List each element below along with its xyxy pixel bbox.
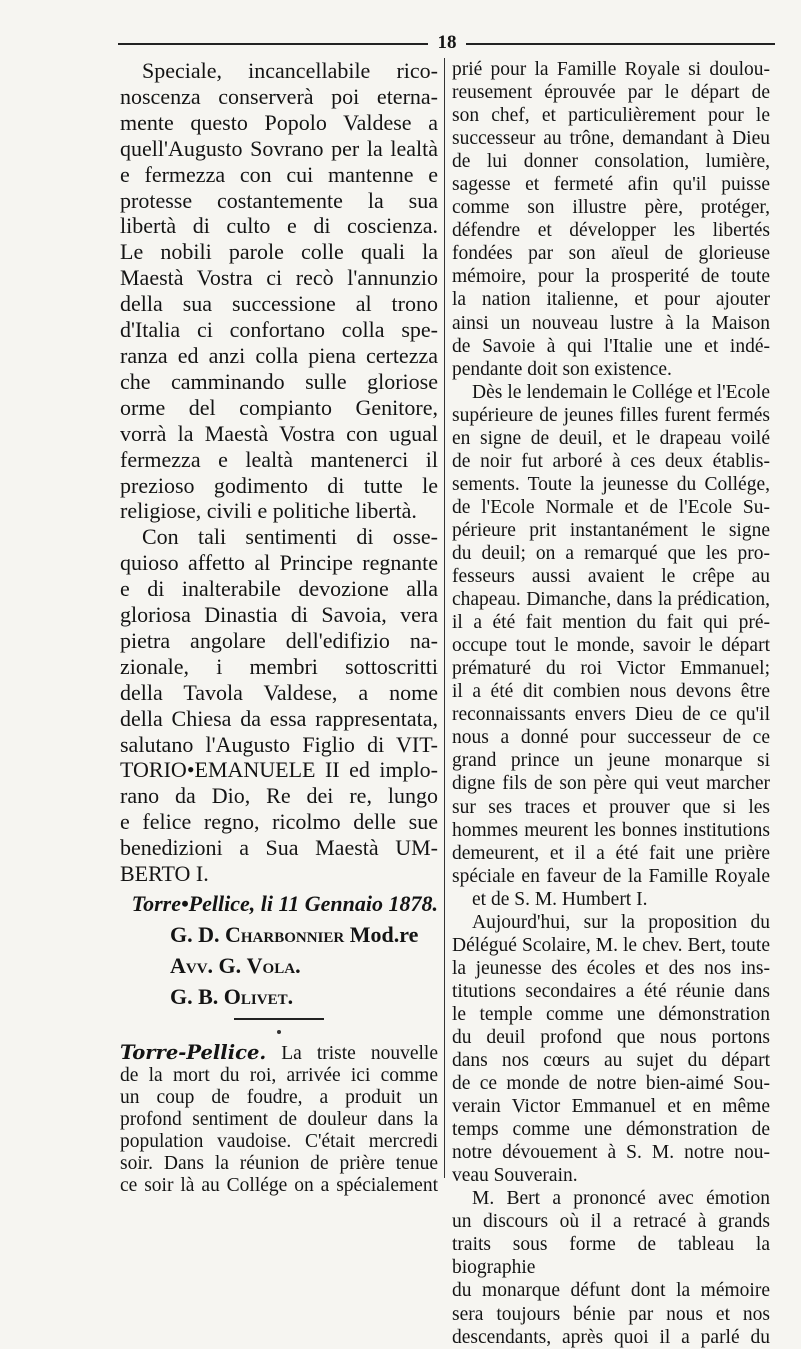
text-line: M. Bert a prononcé avec émotion <box>472 1188 770 1210</box>
news-text: La triste nouvelle <box>281 1042 439 1064</box>
news-lead: Torre-Pellice. <box>120 1040 267 1064</box>
text-line <box>120 1042 438 1065</box>
signatures <box>120 919 438 1012</box>
text-line: de la mort du roi, arrivée ici comme <box>120 1064 438 1086</box>
text-line: la jeunesse des écoles et des nos ins- <box>452 957 770 979</box>
page-header <box>118 32 775 54</box>
text-line: un discours où il a retracé à grands <box>452 1211 770 1233</box>
text-line: mente questo Popolo Valdese a <box>120 109 438 135</box>
text-line: d'Italia ci confortano colla spe- <box>120 317 438 343</box>
text-line: titutions secondaires a été réunie dans <box>452 980 770 1002</box>
text-line: salutano l'Augusto Figlio di VIT- <box>120 731 438 757</box>
text-line: quioso affetto al Principe regnante <box>120 550 438 576</box>
text-line: traits sous forme de tableau la biographie <box>452 1234 770 1279</box>
text-line: fesseurs aussi avaient le crêpe au <box>452 566 770 588</box>
text-line: TORIO•EMANUELE II ed implo- <box>120 757 438 783</box>
text-line: et de S. M. Humbert I. <box>472 888 648 910</box>
text-line: ce soir là au Collége on a spécialement <box>120 1174 438 1196</box>
address-paragraph-1 <box>120 58 438 524</box>
left-column <box>120 58 438 1197</box>
text-line: un coup de foudre, a produit un <box>120 1086 438 1108</box>
text-line: verain Victor Emmanuel et en même <box>452 1096 770 1118</box>
text-line: Maestà Vostra ci recò l'annunzio <box>120 265 438 291</box>
text-line: de ce monde de notre bien-aimé Sou- <box>452 1073 770 1095</box>
text-line: della Tavola Valdese, a nome <box>120 679 438 705</box>
text-line: défendre et développer les libertés <box>452 220 770 242</box>
text-line: chapeau. Dimanche, dans la prédication, <box>452 589 770 611</box>
text-line: rano da Dio, Re dei re, lungo <box>120 783 438 809</box>
text-line: en signe de deuil, et le drapeau voilé <box>452 427 770 449</box>
text-line: de lui donner consolation, lumière, <box>452 151 770 173</box>
address-paragraph-2 <box>120 524 438 887</box>
header-rule-left <box>118 43 428 45</box>
text-line: gloriosa Dinastia di Savoia, vera <box>120 602 438 628</box>
text-line: nous a donné pour successeur de ce <box>452 727 770 749</box>
news-paragraph-1 <box>452 58 770 381</box>
text-line: descendants, après quoi il a parlé du <box>452 1326 770 1348</box>
text-line: Speciale, incancellabile rico- <box>142 58 438 83</box>
text-line: della sua successione al trono <box>120 291 438 317</box>
text-line: successeur au trône, demandant à Dieu <box>452 128 770 150</box>
signer-title: Mod.re <box>349 921 419 947</box>
text-line: du deuil; on a remarqué que les pro- <box>452 542 770 564</box>
news-paragraph-4 <box>452 1187 770 1348</box>
signer <box>170 950 438 981</box>
text-line: ranza ed anzi colla piena certezza <box>120 342 438 368</box>
column-divider <box>444 58 445 1178</box>
text-line: e fermezza con cui mantenne e <box>120 161 438 187</box>
text-line: benedizioni a Sua Maestà UM- <box>120 835 438 861</box>
text-line: ainsi un nouveau lustre à la Maison <box>452 312 770 334</box>
text-line: comme son illustre père, protéger, <box>452 197 770 219</box>
right-column <box>452 58 770 1349</box>
text-line: veau Souverain. <box>452 1165 578 1187</box>
text-line: soir. Dans la réunion de prière tenue <box>120 1152 438 1174</box>
text-line: pietra angolare dell'edifizio na- <box>120 627 438 653</box>
text-line: sur ses traces et prouver que si les <box>452 796 770 818</box>
section-separator <box>234 1018 324 1020</box>
text-line: du monarque défunt dont la mémoire <box>452 1280 770 1302</box>
news-paragraph-3 <box>452 911 770 1188</box>
text-line: che camminando sulle gloriose <box>120 368 438 394</box>
text-line: noscenza conserverà poi eterna- <box>120 83 438 109</box>
text-line: périeure prit instantanément le signe <box>452 519 770 541</box>
news-paragraph-2 <box>452 381 770 911</box>
text-line: il a été dit combien nous devons être <box>452 681 770 703</box>
signer-initials: G. D. <box>170 921 220 947</box>
text-line: religiose, civili e politiche libertà. <box>120 498 417 524</box>
text-line: sera toujours bénie par nous et nos <box>452 1303 770 1325</box>
text-line: reusement éprouvée par le départ de <box>452 82 770 104</box>
text-line: della Chiesa da essa rappresentata, <box>120 705 438 731</box>
text-line: Con tali sentimenti di osse- <box>142 524 438 550</box>
text-line: Le nobili parole colle quali la <box>120 239 438 265</box>
text-line: du deuil profond que nous portons <box>452 1026 770 1048</box>
text-line: quell'Augusto Sovrano per la lealtà <box>120 135 438 161</box>
text-line: sagesse et fermeté afin qu'il puisse <box>452 174 770 196</box>
text-line: Délégué Scolaire, M. le chev. Bert, toute <box>452 934 770 956</box>
page-number: 18 <box>437 32 457 53</box>
text-line: Dès le lendemain le Collége et l'Ecole <box>472 381 770 403</box>
text-line: supérieure de jeunes filles furent fermés <box>452 404 770 426</box>
text-line: protesse costantemente la sua <box>120 187 438 213</box>
signer-name: Vola <box>246 952 296 978</box>
text-line: demeurent, et il a été fait une prière <box>452 842 770 864</box>
text-line: de l'Ecole Normale et de l'Ecole Su- <box>452 496 770 518</box>
text-line: Aujourd'hui, sur la proposition du <box>472 911 770 933</box>
text-line: hommes meurent les bonnes institutions <box>452 819 770 841</box>
signer-name: Charbonnier <box>225 921 345 947</box>
text-line: notre dévouement à S. M. notre nou- <box>452 1142 770 1164</box>
signer <box>170 919 438 950</box>
text-line: digne fils de son père qui veut marcher <box>452 773 770 795</box>
text-line: le temple comme une démonstration <box>452 1003 770 1025</box>
text-line: il a été fait mention du fait qui pré- <box>452 612 770 634</box>
text-line: BERTO I. <box>120 861 209 887</box>
dateline: Torre•Pellice, li 11 Gennaio 1878. <box>131 891 438 916</box>
text-line: sements. Toute la jeunesse du Collége, <box>452 473 770 495</box>
text-line: de noir fut arboré à ces deux établis- <box>452 450 770 472</box>
signer-title: . <box>287 983 294 1009</box>
text-line: e felice regno, ricolmo delle sue <box>120 809 438 835</box>
text-line: population vaudoise. C'était mercredi <box>120 1130 438 1152</box>
text-line: prié pour la Famille Royale si doulou- <box>452 59 770 80</box>
signer-initials: Avv. G. <box>170 952 242 978</box>
text-line: dans nos cœurs au sujet du départ <box>452 1050 770 1072</box>
text-line: de Savoie à qui l'Italie une et indé- <box>452 335 770 357</box>
text-line: fermezza e lealtà mantenerci il <box>120 446 438 472</box>
text-line: reconnaissants envers Dieu de ce qu'il <box>452 704 770 726</box>
text-line: spéciale en faveur de la Famille Royale <box>452 865 770 887</box>
text-line: libertà di culto e di coscienza. <box>120 213 438 239</box>
text-line: son chef, et particulièrement pour le <box>452 105 770 127</box>
signer-title: . <box>295 952 301 978</box>
signer-name: Olivet <box>223 983 288 1009</box>
text-line: la nation italienne, et pour ajouter <box>452 289 770 311</box>
text-line: pendante doit son existence. <box>452 358 672 380</box>
text-line: e di inalterabile devozione alla <box>120 576 438 602</box>
separator-dot <box>277 1030 281 1034</box>
text-line: vorrà la Maestà Vostra con ugual <box>120 420 438 446</box>
text-line: orme del compianto Genitore, <box>120 394 438 420</box>
text-line: profond sentiment de douleur dans la <box>120 1108 438 1130</box>
text-line: zionale, i membri sottoscritti <box>120 653 438 679</box>
signer-initials: G. B. <box>170 983 219 1009</box>
signer <box>170 981 438 1012</box>
text-line: grand prince un jeune monarque si <box>452 750 770 772</box>
text-line: temps comme une démonstration de <box>452 1119 770 1141</box>
text-line: fondées par son aïeul de glorieuse <box>452 243 770 265</box>
text-line: mémoire, pour la prosperité de toute <box>452 266 770 288</box>
text-line: prezioso godimento di tutte le <box>120 472 438 498</box>
text-line: prématuré du roi Victor Emmanuel; <box>452 658 770 680</box>
header-rule-right <box>466 43 775 45</box>
news-item-torre-pellice <box>120 1042 438 1197</box>
text-line: occupe tout le monde, savoir le départ <box>452 635 770 657</box>
